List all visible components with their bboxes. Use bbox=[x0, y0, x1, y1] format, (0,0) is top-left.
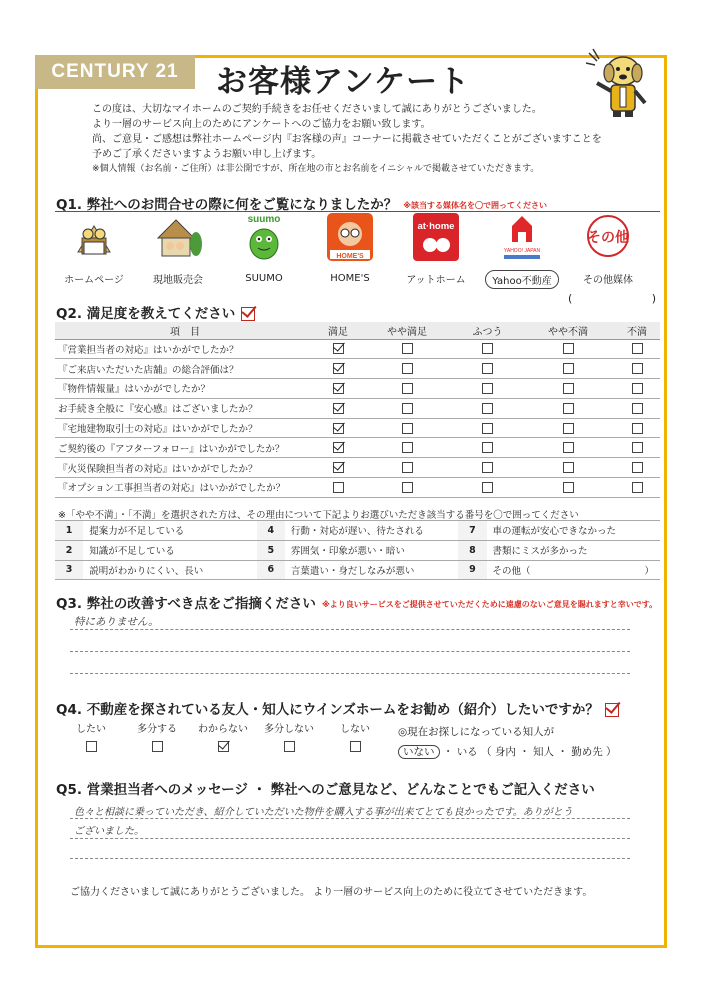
reason-number[interactable]: 3 bbox=[55, 560, 83, 580]
question-label: 『営業担当者の対応』はいかがでしたか？ bbox=[55, 339, 315, 359]
rating-cell bbox=[315, 418, 361, 438]
table-row bbox=[55, 438, 660, 458]
answer-line bbox=[70, 651, 630, 652]
rating-cell bbox=[361, 478, 453, 498]
rating-cell bbox=[315, 478, 361, 498]
checkbox[interactable] bbox=[86, 741, 97, 752]
checkbox[interactable] bbox=[632, 462, 643, 473]
media-label: ホームページ bbox=[64, 275, 124, 286]
reason-number[interactable]: 7 bbox=[458, 521, 486, 541]
q1-note: ※該当する媒体名を〇で囲ってください bbox=[403, 200, 547, 210]
sonota-icon bbox=[584, 212, 632, 262]
rating-cell bbox=[453, 478, 522, 498]
other-media-field[interactable] bbox=[568, 292, 656, 305]
friend-question bbox=[398, 722, 617, 762]
checkbox[interactable] bbox=[402, 343, 413, 354]
svg-text:YAHOO! JAPAN: YAHOO! JAPAN bbox=[503, 248, 541, 254]
checkbox[interactable] bbox=[563, 423, 574, 434]
reason-text: 書類にミスが多かった bbox=[487, 540, 661, 560]
q5-title: Q5. 営業担当者へのメッセージ ・ 弊社へのご意見など、どんなことでもご記入ください bbox=[56, 782, 595, 798]
family-house-icon bbox=[154, 212, 202, 262]
rating-cell bbox=[361, 359, 453, 379]
media-label: SUUMO bbox=[245, 273, 283, 284]
svg-text:suumo: suumo bbox=[247, 214, 281, 225]
table-row bbox=[55, 418, 660, 438]
rating-cell bbox=[361, 458, 453, 478]
rating-cell bbox=[522, 458, 614, 478]
q3-heading bbox=[56, 592, 657, 612]
rating-cell bbox=[361, 438, 453, 458]
rating-cell bbox=[614, 458, 660, 478]
checkbox[interactable] bbox=[563, 462, 574, 473]
checkbox[interactable] bbox=[482, 363, 493, 374]
checkbox[interactable] bbox=[350, 741, 361, 752]
checkbox[interactable] bbox=[632, 403, 643, 414]
rating-cell bbox=[614, 339, 660, 359]
reason-text: 提案力が不足している bbox=[83, 521, 256, 541]
media-label: その他媒体 bbox=[583, 275, 633, 286]
column-header: 項 目 bbox=[55, 322, 315, 339]
intro-text bbox=[92, 102, 652, 177]
checkbox[interactable] bbox=[563, 442, 574, 453]
table-row bbox=[55, 379, 660, 399]
q2-heading bbox=[56, 302, 255, 322]
table-row bbox=[55, 560, 660, 580]
checkbox[interactable] bbox=[632, 383, 643, 394]
answer-line bbox=[70, 818, 630, 819]
media-option[interactable] bbox=[304, 212, 396, 285]
table-row bbox=[55, 339, 660, 359]
column-header: ふつう bbox=[453, 322, 522, 339]
reason-text: 言葉遣い・身だしなみが悪い bbox=[285, 560, 458, 580]
reason-table bbox=[55, 520, 660, 580]
media-option[interactable] bbox=[132, 212, 224, 287]
rating-cell bbox=[315, 359, 361, 379]
checkbox[interactable] bbox=[402, 482, 413, 493]
checkbox[interactable] bbox=[402, 363, 413, 374]
media-label: Yahoo不動産 bbox=[485, 270, 558, 289]
checkbox[interactable] bbox=[482, 343, 493, 354]
checkbox[interactable] bbox=[482, 482, 493, 493]
media-option[interactable] bbox=[476, 212, 568, 289]
question-label: 『物件情報量』はいかがでしたか？ bbox=[55, 379, 315, 399]
q2-checked-icon bbox=[241, 307, 255, 321]
checkbox-checked[interactable] bbox=[333, 462, 344, 473]
q4-option[interactable] bbox=[58, 720, 124, 752]
privacy-note: ※個人情報（お名前・ご住所）は非公開ですが、所在地の市とお名前をイニシャルで掲載させていただきます。 bbox=[92, 164, 540, 174]
checkbox-checked[interactable] bbox=[333, 343, 344, 354]
separator: ・ bbox=[442, 746, 454, 758]
checkbox[interactable] bbox=[402, 403, 413, 414]
intro-line: より一層のサービス向上のためにアンケートへのご協力をお願い致します。 bbox=[92, 119, 431, 130]
checkbox-checked[interactable] bbox=[333, 403, 344, 414]
rating-cell bbox=[522, 379, 614, 399]
answer-line bbox=[70, 673, 630, 674]
checkbox-checked[interactable] bbox=[333, 383, 344, 394]
rating-cell bbox=[315, 398, 361, 418]
rating-cell bbox=[522, 418, 614, 438]
checkbox[interactable] bbox=[632, 442, 643, 453]
q3-title: Q3. 弊社の改善すべき点をご指摘ください bbox=[56, 596, 316, 612]
rating-cell bbox=[614, 478, 660, 498]
table-row bbox=[55, 478, 660, 498]
reason-note: ※「やや不満」・「不満」を選択された方は、その理由について下記よりお選びいただき該当する番号を〇で囲ってください bbox=[58, 510, 579, 521]
paren-open: ( bbox=[568, 292, 573, 305]
q4-option[interactable] bbox=[256, 720, 322, 752]
reason-number[interactable]: 6 bbox=[257, 560, 285, 580]
media-label: アットホーム bbox=[406, 275, 466, 286]
column-header: 満足 bbox=[315, 322, 361, 339]
rating-cell bbox=[614, 438, 660, 458]
table-row bbox=[55, 540, 660, 560]
table-row bbox=[55, 398, 660, 418]
q3-note: ※より良いサービスをご提供させていただくために遠慮のないご意見を賜れますと幸いです。 bbox=[321, 599, 658, 609]
rating-cell bbox=[453, 438, 522, 458]
intro-line: 予めご了承くださいますようお願い申し上げます。 bbox=[92, 149, 322, 160]
reason-number[interactable]: 4 bbox=[257, 521, 285, 541]
q4-option[interactable] bbox=[124, 720, 190, 752]
media-label: 現地販売会 bbox=[153, 275, 203, 286]
satisfaction-table bbox=[55, 322, 660, 498]
rating-cell bbox=[522, 398, 614, 418]
rating-cell bbox=[361, 379, 453, 399]
reason-text: 雰囲気・印象が悪い・暗い bbox=[285, 540, 458, 560]
q4-option-label: 多分する bbox=[137, 724, 177, 735]
column-header: やや不満 bbox=[522, 322, 614, 339]
media-options bbox=[48, 212, 658, 287]
checkbox-checked[interactable] bbox=[218, 741, 229, 752]
checkbox-checked[interactable] bbox=[333, 363, 344, 374]
intro-line: 尚、ご意見・ご感想は弊社ホームページ内『お客様の声』コーナーに掲載させていただくことがございますことを bbox=[92, 134, 602, 145]
answer-line bbox=[70, 858, 630, 859]
media-option[interactable] bbox=[48, 212, 140, 287]
table-row bbox=[55, 458, 660, 478]
rating-cell bbox=[361, 418, 453, 438]
homes-icon bbox=[326, 212, 374, 262]
yahoo-icon bbox=[498, 212, 546, 262]
page-title: お客様アンケート bbox=[216, 64, 471, 100]
reason-text: 説明がわかりにくい、長い bbox=[83, 560, 256, 580]
media-label: HOME'S bbox=[330, 273, 370, 284]
rating-cell bbox=[315, 339, 361, 359]
q5-heading bbox=[56, 778, 595, 798]
rating-cell bbox=[453, 418, 522, 438]
column-header: 不満 bbox=[614, 322, 660, 339]
checkbox[interactable] bbox=[563, 343, 574, 354]
question-label: お手続き全般に『安心感』はございましたか？ bbox=[55, 398, 315, 418]
checkbox[interactable] bbox=[632, 423, 643, 434]
question-label: 『オプション工事担当者の対応』はいかがでしたか？ bbox=[55, 478, 315, 498]
checkbox[interactable] bbox=[482, 383, 493, 394]
column-header: やや満足 bbox=[361, 322, 453, 339]
rating-cell bbox=[453, 339, 522, 359]
answer-line bbox=[70, 838, 630, 839]
checkbox[interactable] bbox=[402, 423, 413, 434]
table-row bbox=[55, 359, 660, 379]
checkbox[interactable] bbox=[482, 403, 493, 414]
q5-answer-line1[interactable]: 色々と相談に乗っていただき、紹介していただいた物件を購入する事が出来てとても良かったです。ありがとう bbox=[74, 807, 573, 818]
checkbox[interactable] bbox=[402, 462, 413, 473]
rating-cell bbox=[315, 438, 361, 458]
q5-answer-line2[interactable]: ございました。 bbox=[74, 826, 144, 837]
athome-icon bbox=[412, 212, 460, 262]
rating-cell bbox=[453, 398, 522, 418]
table-header-row bbox=[55, 322, 660, 339]
home-page-icon bbox=[70, 212, 118, 262]
friend-question-text: ◎現在お探しになっている知人が bbox=[398, 726, 555, 738]
q2-title: Q2. 満足度を教えてください bbox=[56, 306, 236, 322]
checkbox[interactable] bbox=[632, 343, 643, 354]
svg-text:HOME'S: HOME'S bbox=[336, 253, 364, 260]
media-option[interactable] bbox=[390, 212, 482, 287]
checkbox-checked[interactable] bbox=[333, 442, 344, 453]
reason-number[interactable]: 2 bbox=[55, 540, 83, 560]
checkbox[interactable] bbox=[482, 442, 493, 453]
iru-option[interactable]: いる bbox=[456, 746, 478, 758]
rating-cell bbox=[522, 339, 614, 359]
sonota-brand: その他 bbox=[587, 230, 629, 246]
rating-cell bbox=[361, 339, 453, 359]
athome-brand: at·home bbox=[417, 221, 455, 232]
checkbox[interactable] bbox=[152, 741, 163, 752]
rating-cell bbox=[614, 398, 660, 418]
q1-title: Q1. 弊社へのお問合せの際に何をご覧になりましたか？ bbox=[56, 197, 398, 213]
media-option[interactable] bbox=[218, 212, 310, 285]
q4-option[interactable] bbox=[190, 720, 256, 752]
rating-cell bbox=[522, 438, 614, 458]
intro-line: この度は、大切なマイホームのご契約手続きをお任せくださいまして誠にありがとうございました。 bbox=[92, 104, 542, 115]
rating-cell bbox=[522, 359, 614, 379]
rating-cell bbox=[361, 398, 453, 418]
reason-text: 車の運転が安心できなかった bbox=[487, 521, 661, 541]
media-option[interactable] bbox=[562, 212, 654, 287]
rating-cell bbox=[614, 359, 660, 379]
checkbox[interactable] bbox=[333, 482, 344, 493]
reason-number[interactable]: 8 bbox=[458, 540, 486, 560]
rating-cell bbox=[453, 379, 522, 399]
checkbox[interactable] bbox=[563, 482, 574, 493]
reason-text: 知識が不足している bbox=[83, 540, 256, 560]
q4-option[interactable] bbox=[322, 720, 388, 752]
checkbox[interactable] bbox=[563, 383, 574, 394]
question-label: 『火災保険担当者の対応』はいかがでしたか？ bbox=[55, 458, 315, 478]
rating-cell bbox=[315, 458, 361, 478]
checkbox[interactable] bbox=[563, 403, 574, 414]
question-label: 『宅地建物取引士の対応』はいかがでしたか？ bbox=[55, 418, 315, 438]
q4-option-label: したい bbox=[76, 724, 106, 735]
reason-number[interactable]: 9 bbox=[458, 560, 486, 580]
checkbox[interactable] bbox=[563, 363, 574, 374]
checkbox[interactable] bbox=[632, 363, 643, 374]
paren-close: ) bbox=[651, 292, 656, 305]
friend-answers bbox=[398, 742, 617, 762]
q4-option-label: しない bbox=[340, 724, 370, 735]
q3-answer[interactable]: 特にありません。 bbox=[74, 616, 159, 628]
footer-text: ご協力くださいまして誠にありがとうございました。 より一層のサービス向上のために役立てさせていただきます。 bbox=[70, 887, 593, 898]
checkbox[interactable] bbox=[482, 423, 493, 434]
century21-logo: CENTURY 21 bbox=[35, 55, 195, 89]
rating-cell bbox=[453, 458, 522, 478]
rating-cell bbox=[453, 359, 522, 379]
checkbox[interactable] bbox=[402, 442, 413, 453]
rating-cell bbox=[614, 379, 660, 399]
table-row bbox=[55, 521, 660, 541]
checkbox[interactable] bbox=[632, 482, 643, 493]
question-label: ご契約後の『アフターフォロー』はいかがでしたか？ bbox=[55, 438, 315, 458]
rating-cell bbox=[614, 418, 660, 438]
checkbox[interactable] bbox=[482, 462, 493, 473]
q4-option-label: 多分しない bbox=[264, 724, 314, 735]
checkbox-checked[interactable] bbox=[333, 423, 344, 434]
q4-checked-icon bbox=[605, 703, 619, 717]
q4-heading bbox=[56, 698, 619, 718]
rating-cell bbox=[315, 379, 361, 399]
checkbox[interactable] bbox=[284, 741, 295, 752]
inai-option[interactable]: いない bbox=[398, 745, 440, 759]
reason-number[interactable]: 1 bbox=[55, 521, 83, 541]
answer-line bbox=[70, 629, 630, 630]
iru-detail: （ 身内 ・ 知人 ・ 勤め先 ） bbox=[481, 746, 617, 758]
reason-number[interactable]: 5 bbox=[257, 540, 285, 560]
rating-cell bbox=[522, 478, 614, 498]
suumo-icon bbox=[240, 212, 288, 262]
q4-option-label: わからない bbox=[198, 724, 248, 735]
reason-text: その他（ ） bbox=[487, 560, 661, 580]
checkbox[interactable] bbox=[402, 383, 413, 394]
q1-heading bbox=[56, 193, 547, 213]
question-label: 『ご来店いただいた店舗』の総合評価は？ bbox=[55, 359, 315, 379]
q4-title: Q4. 不動産を探されている友人・知人にウインズホームをお勧め（紹介）したいですか？ bbox=[56, 702, 599, 718]
reason-text: 行動・対応が遅い、待たされる bbox=[285, 521, 458, 541]
